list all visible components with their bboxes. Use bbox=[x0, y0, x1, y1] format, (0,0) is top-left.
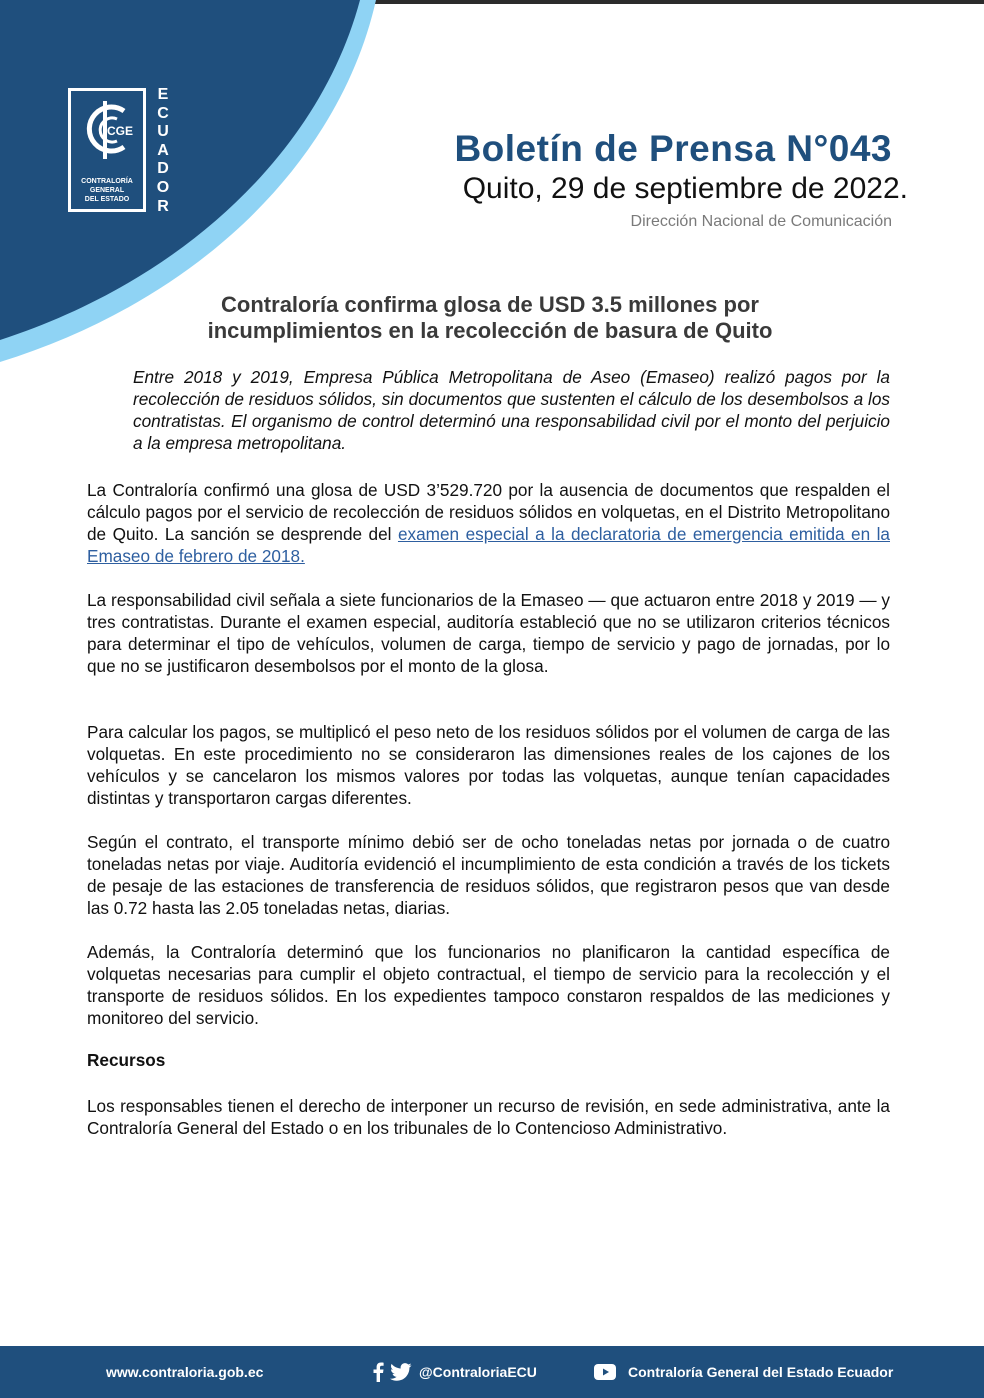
article-headline bbox=[150, 292, 830, 344]
youtube-icon[interactable] bbox=[594, 1364, 616, 1380]
logo-letter: U bbox=[157, 123, 169, 141]
logo-lettering: CGE bbox=[107, 124, 134, 138]
paragraph-6: Los responsables tienen el derecho de interponer un recurso de revisión, en sede administrativa, ante la Contraloría General del Estado o en los tribunales de lo Contencioso Administrativo. bbox=[87, 1096, 890, 1138]
footer-youtube bbox=[594, 1360, 893, 1384]
footer-handle[interactable]: @ContraloriaECU bbox=[419, 1364, 537, 1380]
footer-channel[interactable]: Contraloría General del Estado Ecuador bbox=[628, 1364, 894, 1380]
logo-country-vertical bbox=[154, 86, 172, 216]
headline-line1: Contraloría confirma glosa de USD 3.5 millones por bbox=[221, 292, 759, 317]
logo-name-line3: DEL ESTADO bbox=[84, 196, 130, 203]
logo-letter: O bbox=[156, 178, 170, 196]
logo-letter: A bbox=[157, 141, 169, 159]
logo bbox=[68, 88, 146, 212]
paragraph-3: Para calcular los pagos, se multiplicó el peso neto de los residuos sólidos por el volumen de carga de las volquetas. En este procedimiento no se consideraron las dimensiones reales de los cajones de los vehículos y se cancelaron los mismos valores por todas las volquetas, aunque tenían capacidades distintas y transportaron cargas diferentes. bbox=[87, 722, 890, 808]
paragraph-4: Según el contrato, el transporte mínimo debió ser de ocho toneladas netas por jornada o de cuatro toneladas netas por viaje. Auditoría evidenció el incumplimiento de esta condición a través de los tickets de pesaje de las estaciones de transferencia de residuos sólidos, que registraron pesos que van desde las 0.72 hasta las 2.05 toneladas netas, diarias. bbox=[87, 832, 890, 918]
logo-name-line2: GENERAL bbox=[89, 187, 125, 194]
footer bbox=[0, 1346, 984, 1398]
paragraph-1 bbox=[87, 479, 890, 567]
article-lead: Entre 2018 y 2019, Empresa Pública Metropolitana de Aseo (Emaseo) realizó pagos por la recolección de residuos sólidos, sin documentos que sustenten el cálculo de los desembolsos a los contratistas. El organismo de control determinó una responsabilidad civil por el monto del perjuicio a la empresa metropolitana. bbox=[133, 367, 890, 453]
logo-letter: R bbox=[157, 197, 169, 215]
twitter-icon[interactable] bbox=[390, 1363, 412, 1381]
footer-social bbox=[372, 1360, 537, 1384]
exam-report-link[interactable]: examen especial a la declaratoria de emergencia emitida en la Emaseo de febrero de 2018. bbox=[87, 524, 890, 566]
logo-name bbox=[71, 177, 143, 204]
bulletin-title: Boletín de Prensa N°043 bbox=[454, 128, 892, 169]
headline-line2: incumplimientos en la recolección de basura de Quito bbox=[207, 318, 773, 343]
logo-name-line1: CONTRALORÍA bbox=[81, 178, 133, 185]
logo-letter: D bbox=[157, 160, 169, 178]
logo-letter: C bbox=[157, 104, 169, 122]
section-heading-recursos: Recursos bbox=[87, 1050, 166, 1070]
paragraph-2: La responsabilidad civil señala a siete funcionarios de la Emaseo — que actuaron entre 2018 y 2019 — y tres contratistas. Durante el examen especial, auditoría estableció que no se utilizaron criterios técnicos para determinar el tipo de vehículos, volumen de carga, tiempo de servicio y pago de jornadas, por lo que no se justificaron desembolsos por el monto de la glosa. bbox=[87, 590, 890, 676]
cge-emblem-icon bbox=[77, 97, 137, 163]
bulletin-date: Quito, 29 de septiembre de 2022. bbox=[462, 172, 908, 205]
logo-letter: E bbox=[157, 86, 169, 103]
department-name: Dirección Nacional de Comunicación bbox=[630, 213, 892, 230]
footer-website[interactable]: www.contraloria.gob.ec bbox=[106, 1364, 264, 1380]
paragraph-5: Además, la Contraloría determinó que los funcionarios no planificaron la cantidad específica de volquetas necesarias para cumplir el objeto contractual, el tiempo de servicio para la recolección y el transporte de residuos sólidos. En los expedientes tampoco constaron respaldos de las mediciones y monitoreo del servicio. bbox=[87, 942, 890, 1028]
paragraph-1-text: La Contraloría confirmó una glosa de USD 3’529.720 por la ausencia de documentos que respalden el cálculo pagos por el servicio de recolección de residuos sólidos en volquetas, en el Distrito Metropolitano de Quito. La sanción se desprende del bbox=[87, 480, 890, 544]
facebook-icon[interactable] bbox=[372, 1362, 384, 1382]
corner-dark-shape bbox=[0, 0, 360, 340]
